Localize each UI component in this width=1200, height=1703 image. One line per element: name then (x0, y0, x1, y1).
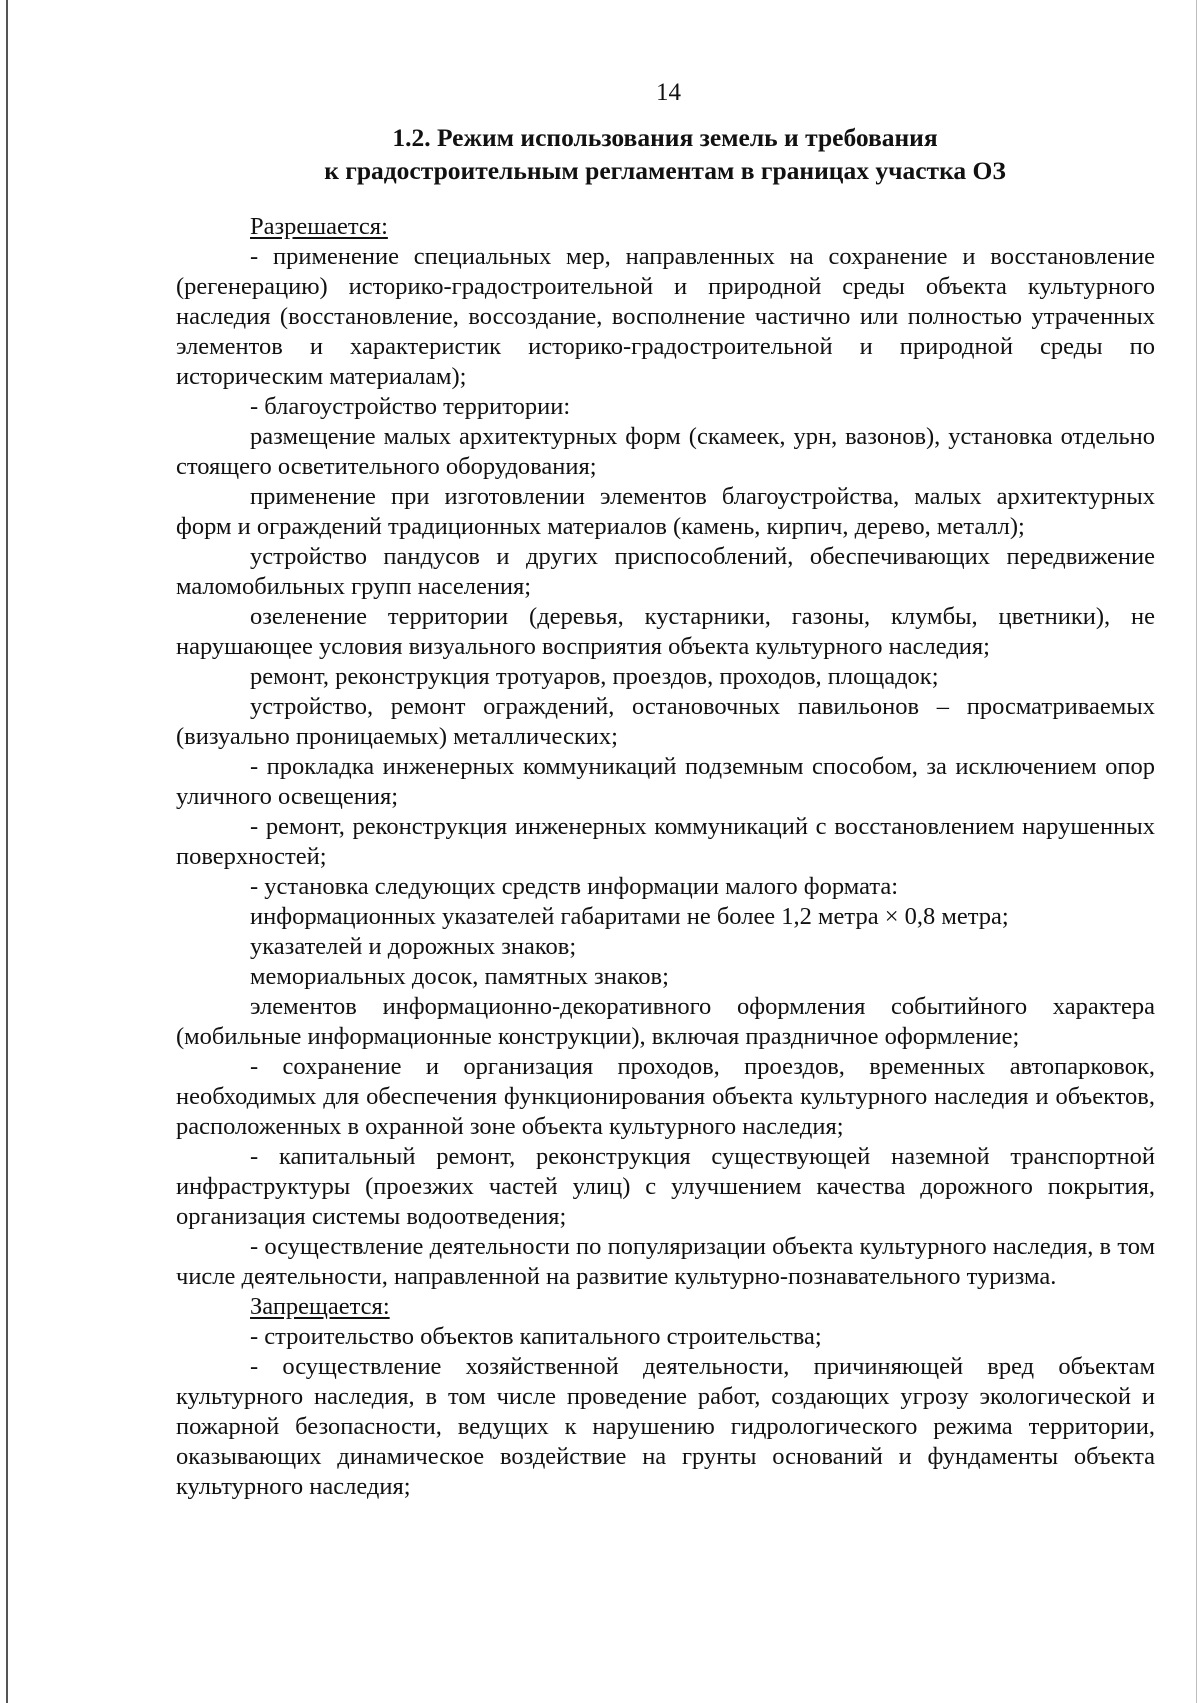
paragraph-13: указателей и дорожных знаков; (250, 933, 577, 960)
paragraph-10: - ремонт, реконструкция инженерных коммуникаций с восстановлением нарушенных поверхностей; (176, 813, 1155, 870)
paragraph-1: - применение специальных мер, направленных на сохранение и восстановление (регенерацию) историко-градостроительной и природной среды объекта культурного наследия (восстановление, воссоздание, восполнение частично или полностью утраченных элементов и характеристик историко-градостроительной и природной среды по историческим материалам); (176, 243, 1155, 390)
paragraph-18: - осуществление деятельности по популяризации объекта культурного наследия, в том числе деятельности, направленной на развитие культурно-познавательного туризма. (176, 1233, 1155, 1290)
prohibited-label-text: Запрещается: (250, 1293, 390, 1320)
paragraph-9: - прокладка инженерных коммуникаций подземным способом, за исключением опор уличного освещения; (176, 753, 1155, 810)
page-number: 14 (656, 79, 681, 106)
paragraph-14: мемориальных досок, памятных знаков; (250, 963, 669, 990)
allowed-label-text: Разрешается: (250, 213, 388, 240)
heading-line-2: к градостроительным регламентам в границах участка ОЗ (324, 156, 1006, 185)
scan-edge-right (1196, 0, 1197, 1703)
paragraph-19: - строительство объектов капитального строительства; (250, 1323, 822, 1350)
paragraph-15: элементов информационно-декоративного оформления событийного характера (мобильные информационные конструкции), включая праздничное оформление; (176, 993, 1155, 1050)
paragraph-3: размещение малых архитектурных форм (скамеек, урн, вазонов), установка отдельно стоящего осветительного оборудования; (176, 423, 1155, 480)
section-heading (176, 121, 1154, 187)
paragraph-17: - капитальный ремонт, реконструкция существующей наземной транспортной инфраструктуры (проезжих частей улиц) с улучшением качества дорожного покрытия, организация системы водоотведения; (176, 1143, 1155, 1230)
scan-edge-left (6, 0, 8, 1703)
paragraph-4: применение при изготовлении элементов благоустройства, малых архитектурных форм и ограждений традиционных материалов (камень, кирпич, дерево, металл); (176, 483, 1155, 540)
paragraph-2: - благоустройство территории: (250, 393, 571, 420)
heading-line-1: 1.2. Режим использования земель и требования (392, 123, 938, 152)
paragraph-5: устройство пандусов и других приспособлений, обеспечивающих передвижение маломобильных групп населения; (176, 543, 1155, 600)
paragraph-8: устройство, ремонт ограждений, остановочных павильонов – просматриваемых (визуально проницаемых) металлических; (176, 693, 1155, 750)
paragraph-6: озеленение территории (деревья, кустарники, газоны, клумбы, цветники), не нарушающее условия визуального восприятия объекта культурного наследия; (176, 603, 1155, 660)
paragraph-11: - установка следующих средств информации малого формата: (250, 873, 899, 900)
paragraph-12: информационных указателей габаритами не более 1,2 метра × 0,8 метра; (250, 903, 1009, 930)
paragraph-16: - сохранение и организация проходов, проездов, временных автопарковок, необходимых для обеспечения функционирования объекта культурного наследия и объектов, расположенных в охранной зоне объекта культурного наследия; (176, 1053, 1155, 1140)
paragraph-20: - осуществление хозяйственной деятельности, причиняющей вред объектам культурного наследия, в том числе проведение работ, создающих угрозу экологической и пожарной безопасности, ведущих к нарушению гидрологического режима территории, оказывающих динамическое воздействие на грунты оснований и фундаменты объекта культурного наследия; (176, 1353, 1155, 1500)
prohibited-label (176, 1292, 1155, 1322)
allowed-label (176, 212, 1155, 242)
document-body (176, 212, 1155, 1502)
paragraph-7: ремонт, реконструкция тротуаров, проездов, проходов, площадок; (250, 663, 939, 690)
